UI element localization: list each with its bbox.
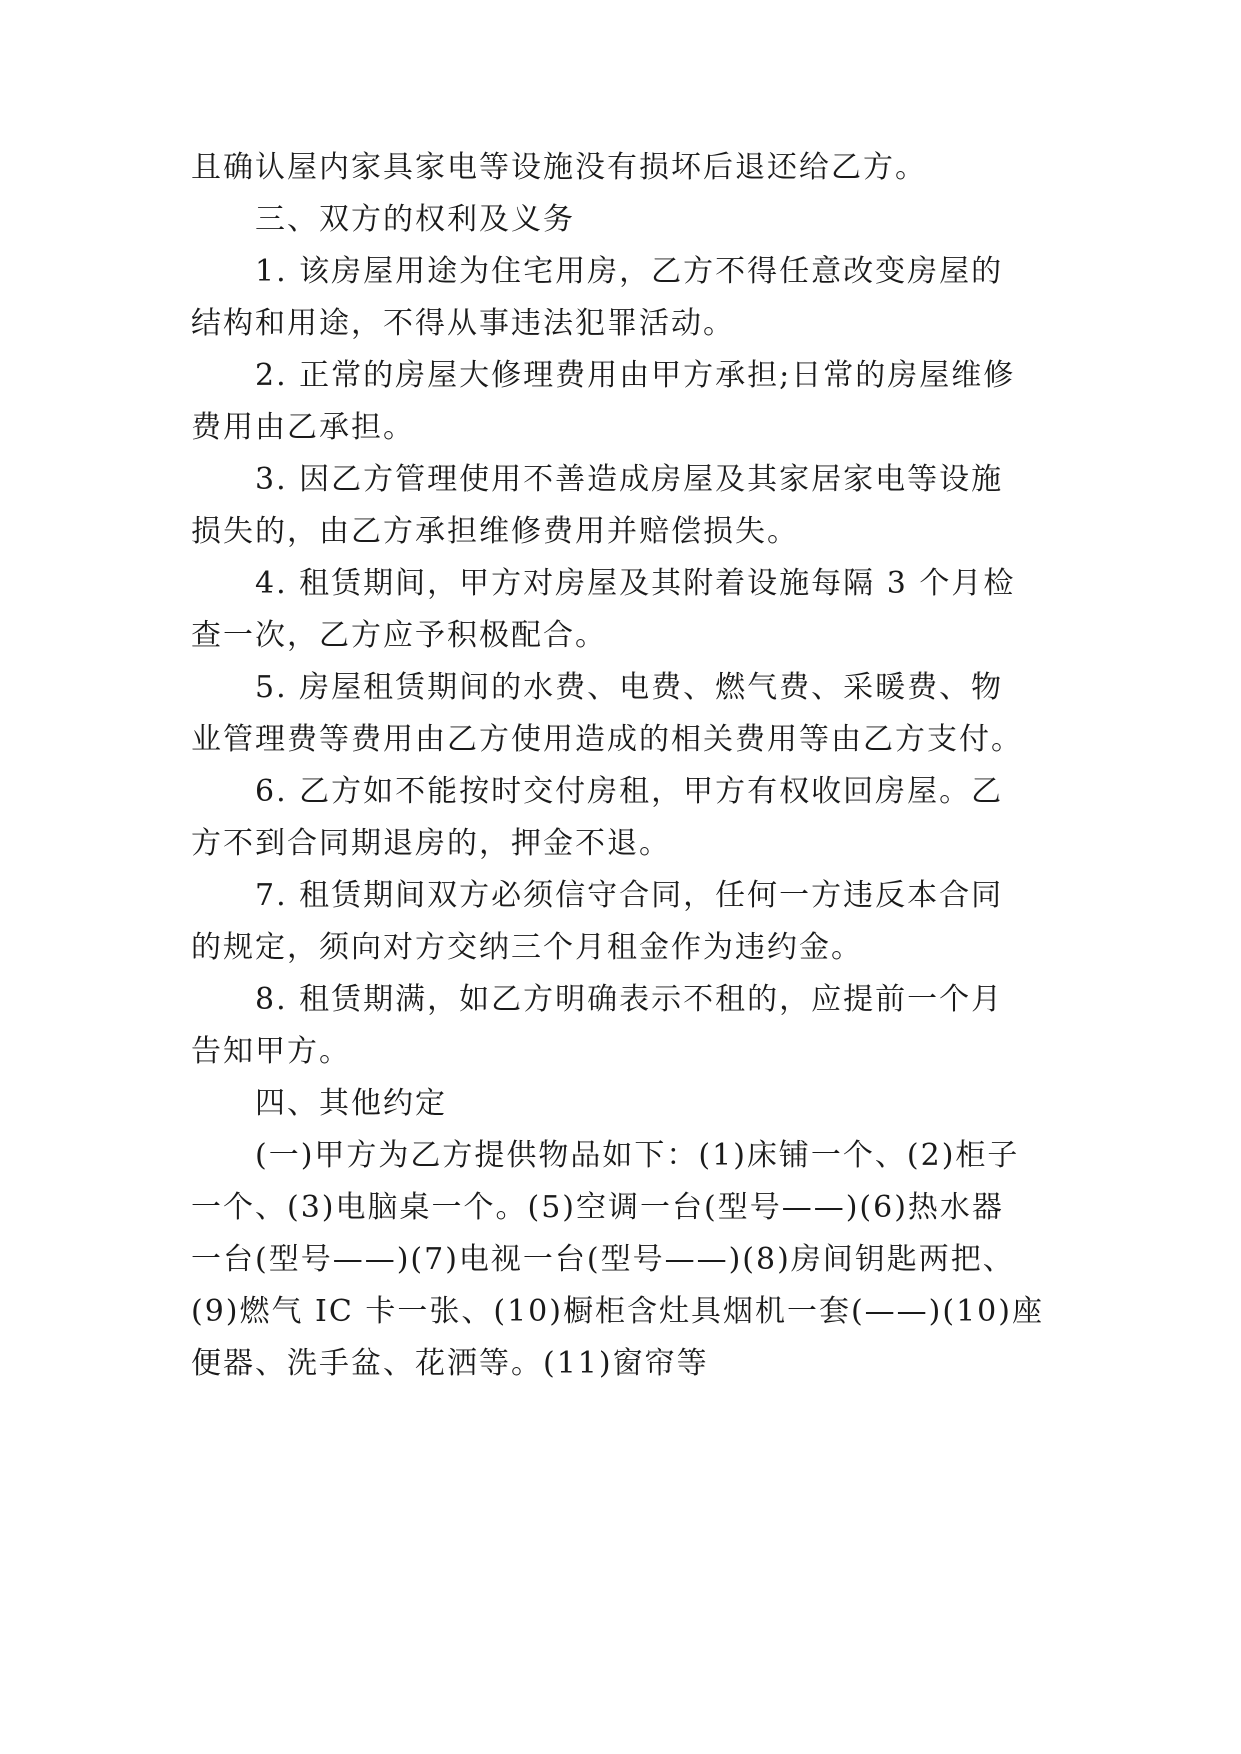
section-heading: 三、双方的权利及义务 (255, 202, 575, 237)
paragraph-line: 损失的，由乙方承担维修费用并赔偿损失。 (191, 514, 799, 549)
paragraph-line: 1. 该房屋用途为住宅用房，乙方不得任意改变房屋的 (255, 254, 1004, 289)
paragraph-line: 5. 房屋租赁期间的水费、电费、燃气费、采暖费、物 (255, 670, 1004, 705)
paragraph-line: 一个、(3)电脑桌一个。(5)空调一台(型号——)(6)热水器 (191, 1190, 1004, 1225)
paragraph-line: (9)燃气 IC 卡一张、(10)橱柜含灶具烟机一套(——)(10)座 (191, 1294, 1044, 1329)
paragraph-line: 6. 乙方如不能按时交付房租，甲方有权收回房屋。乙 (255, 774, 1004, 809)
paragraph-line: 查一次，乙方应予积极配合。 (191, 618, 607, 653)
paragraph-line: 方不到合同期退房的，押金不退。 (191, 826, 671, 861)
section-heading: 四、其他约定 (255, 1086, 447, 1121)
paragraph-line: 7. 租赁期间双方必须信守合同，任何一方违反本合同 (255, 878, 1004, 913)
paragraph-line: 结构和用途，不得从事违法犯罪活动。 (191, 306, 735, 341)
paragraph-line: 便器、洗手盆、花洒等。(11)窗帘等 (191, 1346, 709, 1381)
paragraph-line: 2. 正常的房屋大修理费用由甲方承担;日常的房屋维修 (255, 358, 1016, 393)
paragraph-line: 告知甲方。 (191, 1034, 351, 1069)
paragraph-line: 业管理费等费用由乙方使用造成的相关费用等由乙方支付。 (191, 722, 1023, 757)
paragraph-line: 4. 租赁期间，甲方对房屋及其附着设施每隔 3 个月检 (255, 566, 1016, 601)
paragraph-line: 8. 租赁期满，如乙方明确表示不租的，应提前一个月 (255, 982, 1004, 1017)
paragraph-line: (一)甲方为乙方提供物品如下：(1)床铺一个、(2)柜子 (255, 1138, 1020, 1173)
paragraph-line: 的规定，须向对方交纳三个月租金作为违约金。 (191, 930, 863, 965)
paragraph-line: 一台(型号——)(7)电视一台(型号——)(8)房间钥匙两把、 (191, 1242, 1015, 1277)
paragraph-line: 3. 因乙方管理使用不善造成房屋及其家居家电等设施 (255, 462, 1004, 497)
paragraph-line: 费用由乙承担。 (191, 410, 415, 445)
paragraph-line: 且确认屋内家具家电等设施没有损坏后退还给乙方。 (191, 150, 927, 185)
